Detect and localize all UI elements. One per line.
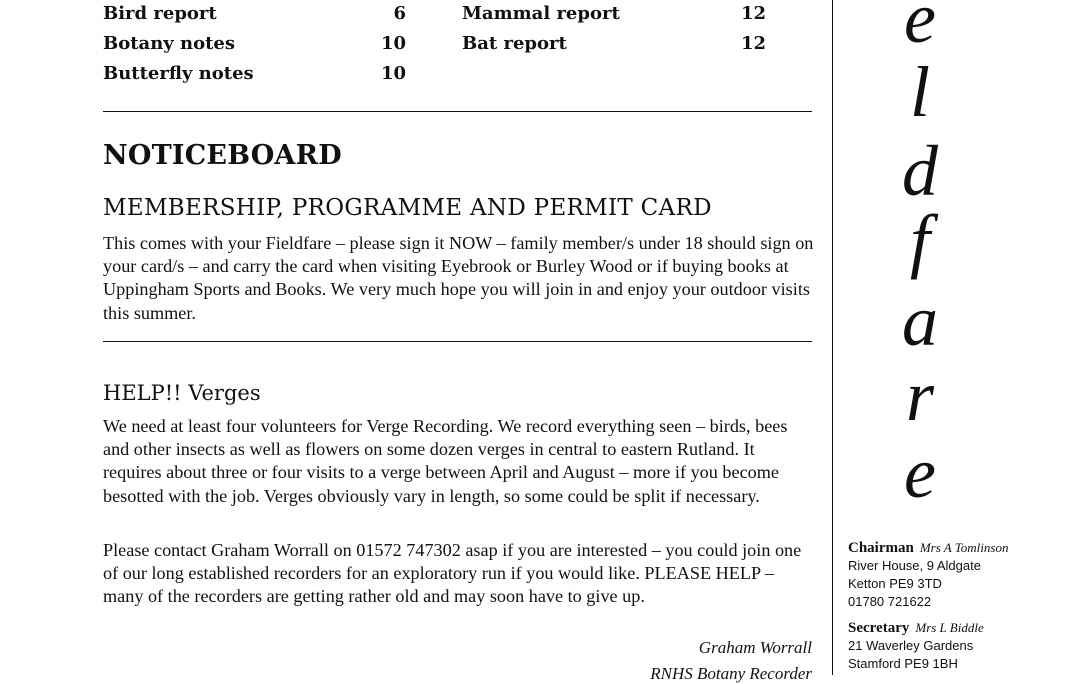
contents-page: 6 [393,3,406,24]
contents-item-mammal-report [462,0,766,28]
masthead-letter: f [909,200,930,280]
divider-middle [103,341,812,342]
officer-chairman [848,539,1073,611]
officer-name: Mrs L Biddle [915,620,984,635]
officer-address-line: Stamford PE9 1BH [848,656,958,671]
contents-item-botany-notes [103,30,406,58]
officer-address-line: Ketton PE9 3TD [848,576,942,591]
officer-secretary [848,619,1073,673]
contents-title: Mammal report [462,3,620,24]
contents-page: 10 [380,63,406,84]
contents-title: Butterfly notes [103,63,254,84]
contents-title: Bird report [103,3,217,24]
noticeboard-heading: NOTICEBOARD [103,140,342,171]
masthead-letter: d [902,131,938,211]
column-divider [832,0,833,675]
verges-heading: HELP!! Verges [103,381,261,405]
officer-address-line: 21 Waverley Gardens [848,638,974,653]
masthead-letter: r [905,356,935,436]
card-text: This comes with your Fieldfare – please sign it NOW – family member/s under 18 should sign on your card/s – and carry the card when visiting Eyebrook or Burley Wood or if buying books at Uppingham Sports and Books. We very much hope you will join in and enjoy your outdoor visits this summer. [103,233,814,323]
verges-paragraph-2: Please contact Graham Worrall on 01572 747302 asap if you are interested – you could join one of our long established recorders for an exploratory run if you would like. PLEASE HELP – many of the recorders are getting rather old and may soon have to give up. [103,540,802,607]
signature-role: RNHS Botany Recorder [650,664,812,683]
masthead-letter: e [904,0,936,58]
officer-role: Chairman [848,540,914,556]
contents-item-butterfly-notes [103,60,406,88]
masthead-letter: a [902,281,938,361]
divider-top [103,111,812,112]
officer-name: Mrs A Tomlinson [919,540,1009,555]
contents-page: 12 [740,33,766,54]
officer-role: Secretary [848,620,910,636]
contents-page: 10 [380,33,406,54]
masthead-letter: e [904,433,936,513]
officer-phone: 01780 721622 [848,594,932,609]
verges-paragraph-1: We need at least four volunteers for Verge Recording. We record everything seen – birds, bees and other insects as well as flowers on some dozen verges in central to eastern Rutland. It requires about three or four visits to a verge between April and August – more if you become besotted with the job. Verges obviously vary in length, so some could be split if necessary. [103,416,788,506]
masthead-letter: l [909,52,930,132]
officer-address-line: River House, 9 Aldgate [848,558,981,573]
signature-name: Graham Worrall [698,638,812,657]
contents-item-bat-report [462,30,766,58]
contents-title: Botany notes [103,33,236,54]
contents-item-bird-report [103,0,406,28]
contents-page: 12 [740,3,766,24]
card-heading: MEMBERSHIP, PROGRAMME AND PERMIT CARD [103,195,712,221]
contents-title: Bat report [462,33,567,54]
